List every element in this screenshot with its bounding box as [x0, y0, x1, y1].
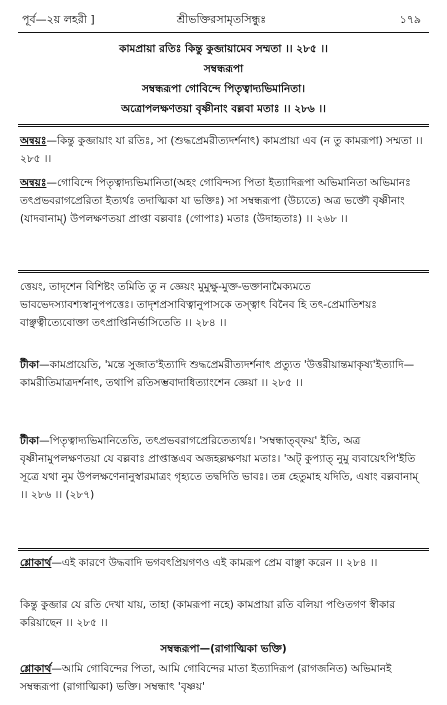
tika-label-1: টীকা: [20, 359, 40, 371]
section-title: সম্বন্ধরূপা: [203, 63, 244, 75]
verse-line-1: কামপ্রায়া রতিঃ কিন্তু কুব্জায়ামেব সম্মতা ।। ২৮৫ ।।: [119, 43, 328, 55]
header-title: শ্রীভক্তিরসামৃতসিন্ধুঃ: [176, 13, 267, 26]
page-number: ১৭৯: [399, 13, 421, 26]
tika-paragraph-2: [20, 432, 427, 544]
anvaya-label-1: অন্বয়ঃ: [20, 135, 47, 147]
translation-paragraph-1: [20, 554, 427, 594]
header-left: পূর্ব—২য় লহরী ]: [22, 13, 95, 26]
header-rule: [18, 32, 429, 33]
translation-text-3: —আমি গোবিন্দের পিতা, আমি গোবিন্দের মাতা ইত্যাদিরূপ (রাগজনিত) অভিমানই সম্বন্ধরূপা (রাগাত্মিকা) ভক্তি। সম্বন্ধাৎ 'বৃষ্ণয়': [20, 663, 392, 693]
divider-1: [18, 124, 429, 127]
tika-paragraph-1: [20, 356, 427, 432]
anvaya-paragraph-2: [20, 174, 427, 266]
tika-text-2: —পিতৃত্বাদ্যভিমানিতেতি, তৎপ্রভবরাগপ্রেরিতেত্যর্থঃ। 'সম্বন্ধাত্ব্ফয়' ইতি, অত্র বৃষ্ণীনামুপলক্ষণতয়া যে বল্লবাঃ প্রাপ্তাস্তএব অজহল্লক্ষণয়া মতাঃ। 'অট্ কুপ্যাত্ নুমু ব্যবায়েঽপি'ইতি সূত্রে যথা নুম উপলক্ষণেনানুস্বারমাত্রং গৃহ্যতে তদ্বদিতি ভাবঃ। তন্ন হেতুমাহ যদিতি, এষাং বল্লবানাম্ ।। ২৮৬ ।। (২৮৭): [20, 435, 419, 501]
anvaya-paragraph-1: [20, 132, 427, 172]
translation-label-3: শ্লোকার্থ: [20, 663, 52, 675]
translation-label-1: শ্লোকার্থ: [20, 557, 52, 569]
anvaya-text-1: —কিন্তু কুব্জায়াং যা রতিঃ, সা (শুদ্ধপ্রেমরীত্যদর্শনাৎ) কামপ্রায়া এব (ন তু কামরূপা) সম্মতা ।। ২৮৫ ।।: [20, 135, 423, 165]
translation-paragraph-2: কিন্তু কুব্জার যে রতি দেখা যায়, তাহা (কামরূপা নহে) কামপ্রায়া রতি বলিয়া পণ্ডিতগণ স্বীকার করিয়াছেন ।। ২৮৫ ।।: [20, 599, 396, 629]
commentary-paragraph: ত্তেয়ং, তাদৃশেন বিশিষ্টং তমিতি তু ন জ্ঞেয়ং মুমুক্ষু-মুক্ত-ভক্তানামৈক্যমতে ভাবভেদস্যাবশ্যস্বানুপপত্তেঃ। তাদৃশপ্রসাবিত্বানুপাসকে তস্ত্বাৎ বিনৈব হি তৎ-প্রেমাতিশয়ঃ বাঞ্ছত্বীত্যেবোক্তা তৎপ্রাপ্তিনির্ভাসিতেতি ।। ২৮৪ ।।: [20, 281, 377, 329]
translation-section-title: সম্বন্ধরূপা—(রাগাত্মিকা ভক্তি): [160, 643, 287, 655]
anvaya-text-2: —গোবিন্দে পিতৃত্বাদ্যভিমানিতা(অহং গোবিন্দস্য পিতা ইত্যাদিরূপা অভিমানিতা অভিমানঃ তৎপ্রভবরাগপ্রেরিতা ইত্যর্থঃ তদাত্মিকা যা ভক্তিঃ) সা সম্বন্ধরূপা (উচ্যতে) অত্র ভক্তৌ বৃষ্ণীনাং (যাদবানাম্) উপলক্ষণতয়া প্রাপ্তা বল্লবাঃ (গোপাঃ) মতাঃ (উদাহৃতাঃ) ।। ২৬৮ ।।: [20, 177, 411, 225]
divider-3: [18, 548, 429, 551]
translation-paragraph-3: [20, 660, 427, 700]
verse-line-2: সম্বন্ধরূপা গোবিন্দে পিতৃত্বাদ্যভিমানিতা।: [142, 83, 305, 95]
anvaya-label-2: অন্বয়ঃ: [20, 177, 47, 189]
translation-text-1: —এই কারণে উদ্ধবাদি ভগবৎপ্রিয়গণও এই কামরূপ প্রেম বাঞ্ছা করেন ।। ২৮৪ ।।: [51, 557, 378, 569]
page-header: [22, 10, 421, 30]
tika-label-2: টীকা: [20, 435, 40, 447]
tika-text-1: —কামপ্রায়েতি, 'মন্তে সুজাত'ইত্যাদি শুদ্ধপ্রেমরীত্যদর্শনাৎ প্রত্যুত 'উত্তরীয়ান্তমাকৃষ্য'ইত্যাদি—কামরীতিমাত্রদর্শনাৎ, তথাপি রতিসম্ভবাদাধিত্যাংশেন জ্ঞেয়া ।। ২৮৫ ।।: [20, 359, 415, 389]
verse-line-3: অত্রোপলক্ষণতয়া বৃষ্ণীনাং বল্লবা মতাঃ ।। ২৮৬ ।।: [121, 103, 326, 115]
divider-2: [18, 270, 429, 273]
